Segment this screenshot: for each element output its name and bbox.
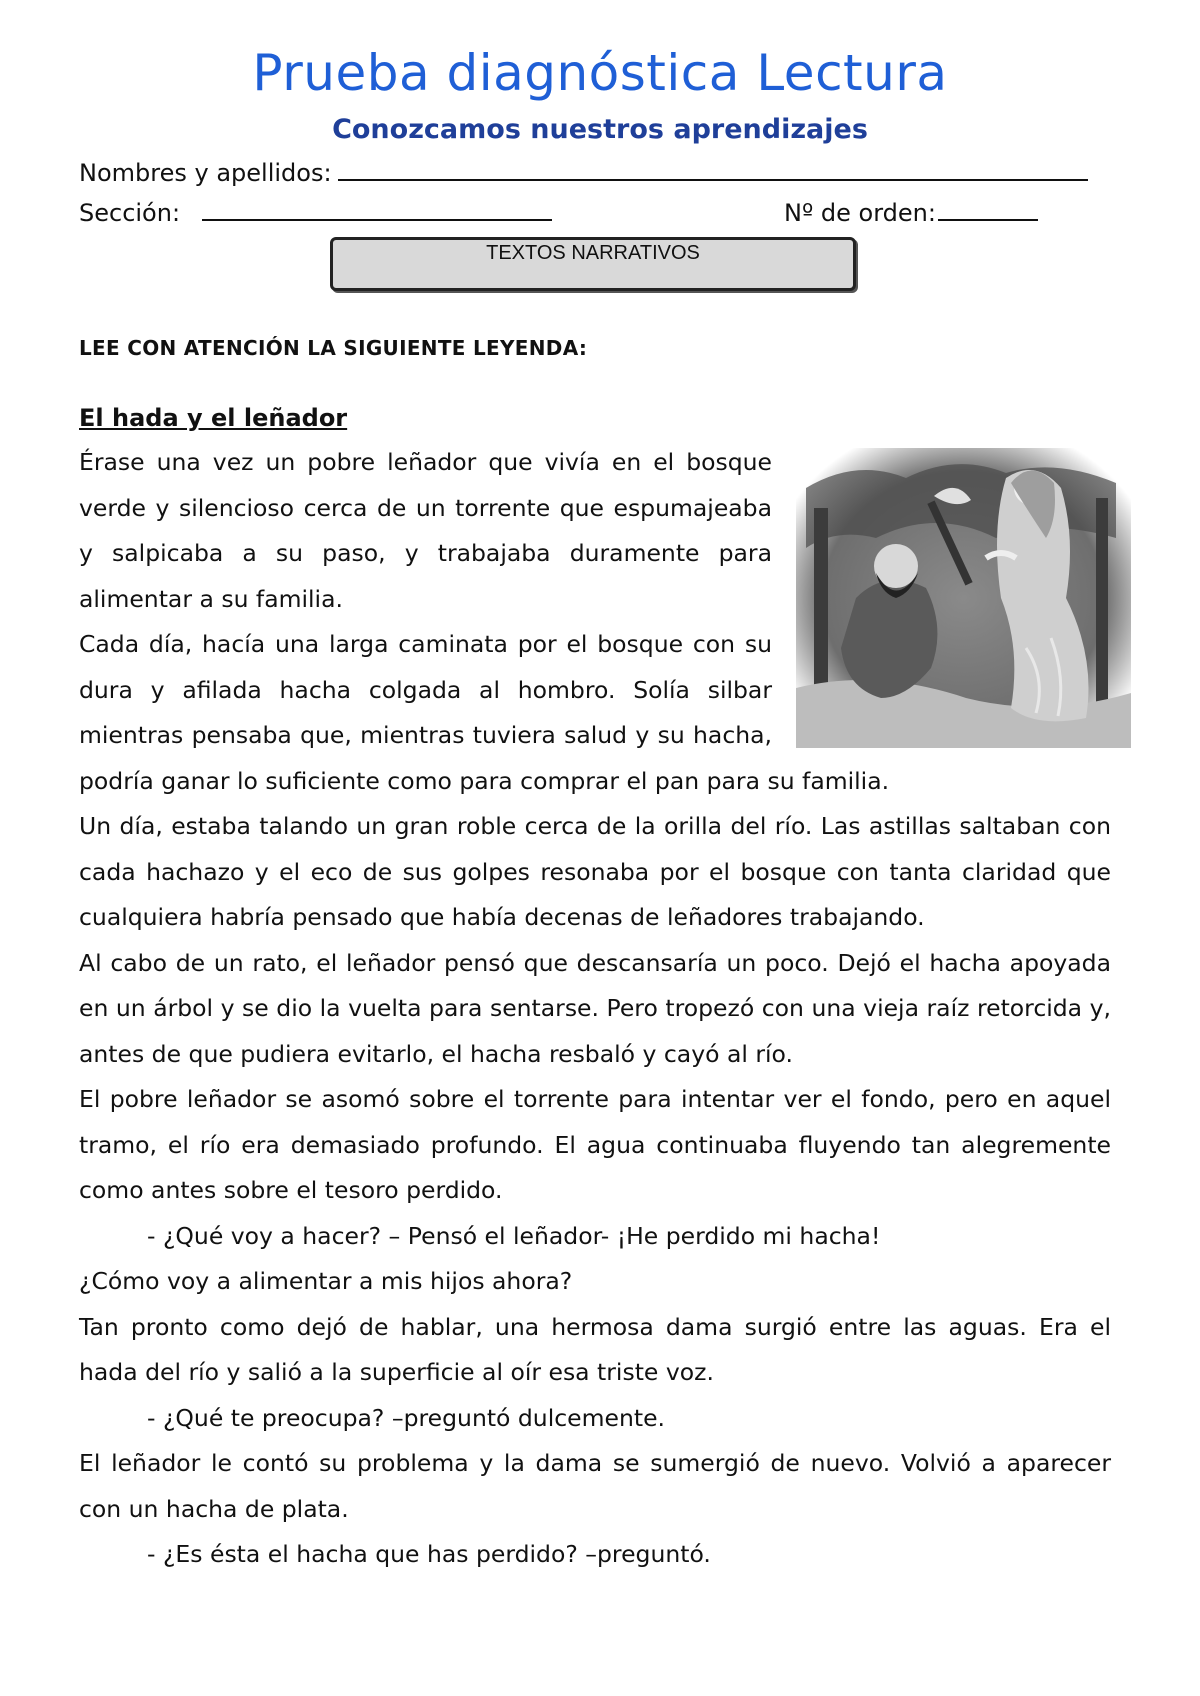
story-paragraph: Érase una vez un pobre leñador que vivía en el bosque verde y silencioso cerca de un torrente que espumajeaba y salpicaba a su paso, y trabajaba duramente para alimentar a su familia.: [79, 448, 772, 613]
story-paragraph: El pobre leñador se asomó sobre el torrente para intentar ver el fondo, pero en aquel tramo, el río era demasiado profundo. El agua continuaba fluyendo tan alegremente como antes sobre el tesoro perdido.: [79, 1085, 1111, 1204]
story-paragraph: El leñador le contó su problema y la dama se sumergió de nuevo. Volvió a aparecer con un hacha de plata.: [79, 1449, 1111, 1523]
names-blank-line[interactable]: [338, 155, 1088, 181]
order-blank-line[interactable]: [938, 195, 1038, 221]
page-subtitle: Conozcamos nuestros aprendizajes: [332, 114, 868, 145]
story-paragraph: Un día, estaba talando un gran roble cerca de la orilla del río. Las astillas saltaban con cada hachazo y el eco de sus golpes resonaba por el bosque con tanta claridad que cualquiera habría pensado que había decenas de leñadores trabajando.: [79, 812, 1111, 931]
genre-label: TEXTOS NARRATIVOS: [486, 242, 700, 264]
story-paragraph: Al cabo de un rato, el leñador pensó que descansaría un poco. Dejó el hacha apoyada en un árbol y se dio la vuelta para sentarse. Pero tropezó con una vieja raíz retorcida y, antes de que pudiera evitarlo, el hacha resbaló y cayó al río.: [79, 948, 1111, 1068]
section-field: [79, 195, 1119, 231]
page-title: Prueba diagnóstica Lectura: [252, 44, 948, 102]
section-label: Sección:: [79, 199, 181, 227]
section-blank-line[interactable]: [202, 195, 552, 221]
story-paragraph: Tan pronto como dejó de hablar, una hermosa dama surgió entre las aguas. Era el hada del río y salió a la superficie al oír esa triste voz.: [79, 1312, 1111, 1386]
story-dialog-line: - ¿Qué te preocupa? –preguntó dulcemente.: [147, 1403, 665, 1432]
genre-box: [330, 237, 856, 291]
order-label: Nº de orden:: [784, 199, 936, 227]
names-label: Nombres y apellidos:: [79, 159, 332, 187]
names-field: [79, 155, 1119, 191]
reading-instruction: LEE CON ATENCIÓN LA SIGUIENTE LEYENDA:: [79, 336, 588, 360]
fairy-woodcutter-illustration: [796, 448, 1131, 748]
story-dialog-line: - ¿Es ésta el hacha que has perdido? –preguntó.: [147, 1540, 711, 1568]
order-field: [784, 195, 1038, 231]
story-dialog-line: - ¿Qué voy a hacer? – Pensó el leñador- ¡He perdido mi hacha!: [147, 1221, 881, 1250]
story-title: El hada y el leñador: [79, 404, 348, 432]
story-paragraph: ¿Cómo voy a alimentar a mis hijos ahora?: [79, 1267, 573, 1295]
story-paragraph: Cada día, hacía una larga caminata por el bosque con su dura y afilada hacha colgada al hombro. Solía silbar mientras pensaba que, mientras tuviera salud y su hacha, podría ganar lo suficiente como para comprar el pan para su familia.: [79, 630, 890, 795]
story-text: [79, 440, 1111, 1578]
